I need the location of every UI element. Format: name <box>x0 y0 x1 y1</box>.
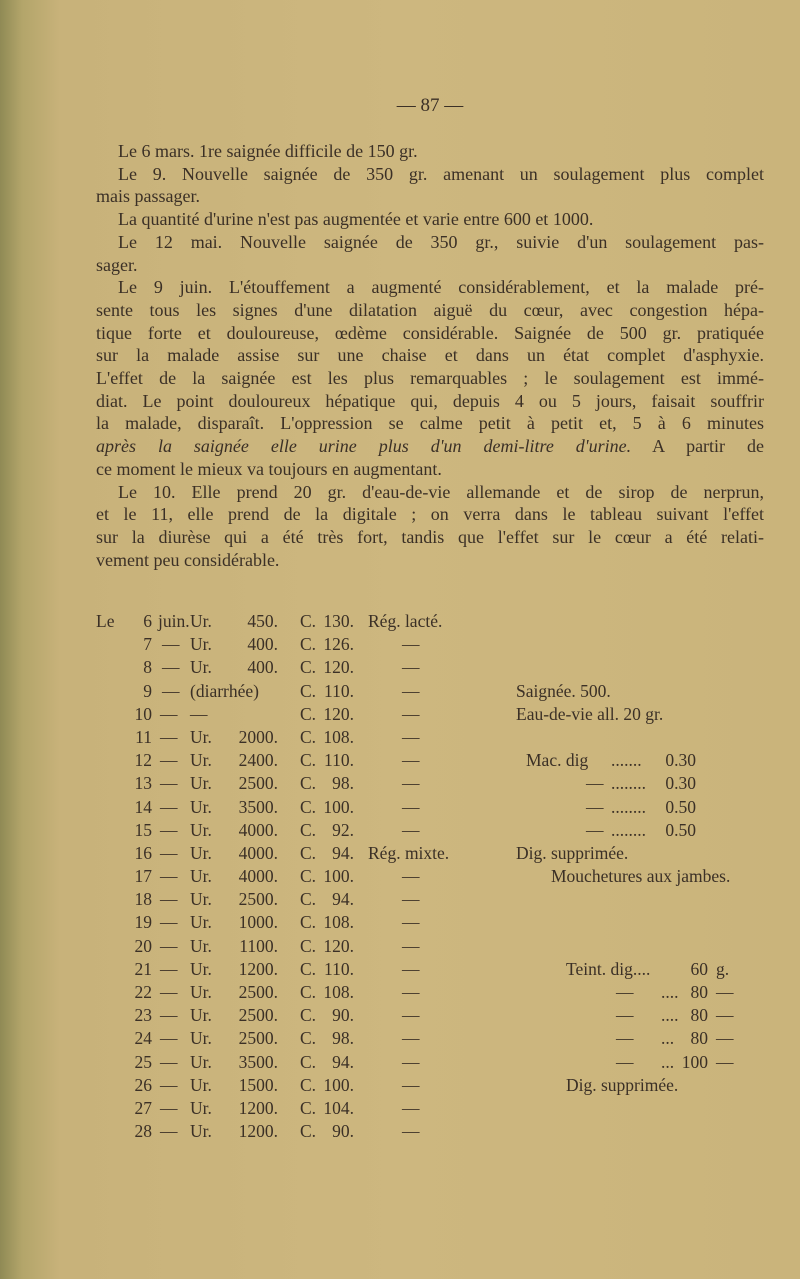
pulse-label: C. <box>300 773 317 794</box>
urine-value: 1500. <box>238 1074 278 1095</box>
dose-value: 0.30 <box>665 773 696 794</box>
day-cell: 25 <box>134 1051 152 1072</box>
pulse-label: C. <box>300 796 317 817</box>
table-row <box>96 1120 776 1143</box>
regime-ditto: — <box>402 889 420 910</box>
pulse-label: C. <box>300 634 317 655</box>
regime-ditto: — <box>402 1028 420 1049</box>
urine-label: (diarrhée) <box>190 680 259 701</box>
urine-value: 2500. <box>238 1005 278 1026</box>
urine-value: 2400. <box>238 750 278 771</box>
dose-unit: — <box>716 982 734 1002</box>
regime-cell: Rég. mixte. <box>368 842 450 863</box>
table-row <box>96 680 776 703</box>
table-row <box>96 656 776 679</box>
day-cell: 18 <box>134 889 152 910</box>
ditto-dash: — <box>160 889 178 910</box>
ditto-dash: — <box>162 657 180 678</box>
pulse-label: C. <box>300 935 317 956</box>
pulse-value: 90. <box>332 1121 354 1142</box>
table-row <box>96 610 776 633</box>
urine-value: 2000. <box>238 726 278 747</box>
regime-ditto: — <box>402 773 420 794</box>
ditto-dash: — <box>160 1028 178 1049</box>
urine-value: 4000. <box>238 866 278 887</box>
pulse-value: 110. <box>324 680 354 701</box>
ditto-dash: — <box>160 958 178 979</box>
regime-ditto: — <box>402 982 420 1002</box>
urine-label: Ur. <box>190 889 212 910</box>
table-row <box>96 888 776 911</box>
pulse-label: C. <box>300 866 317 887</box>
urine-label: Ur. <box>190 796 212 817</box>
table-row <box>96 911 776 934</box>
regime-ditto: — <box>402 1097 420 1118</box>
text-line: L'effet de la saignée est les plus remarquables ; le soulagement est immé- <box>96 368 764 389</box>
pulse-value: 100. <box>323 796 354 817</box>
pulse-label: C. <box>300 819 317 840</box>
italic-text: après la saignée elle urine plus d'un demi-litre d'urine. <box>96 436 632 457</box>
dose-value: 100 <box>681 1051 708 1072</box>
pulse-value: 98. <box>332 773 354 794</box>
day-cell: 10 <box>134 703 152 724</box>
urine-label: Ur. <box>190 842 212 863</box>
urine-value: 1200. <box>238 1121 278 1142</box>
dose-leader: .... <box>661 1005 679 1026</box>
text-line: diat. Le point douloureux hépatique qui, depuis 4 ou 5 jours, faisait souffrir <box>96 390 764 411</box>
regime-ditto: — <box>402 703 420 724</box>
pulse-value: 90. <box>332 1005 354 1026</box>
pulse-label: C. <box>300 1097 317 1118</box>
ditto-dash: — <box>160 819 178 840</box>
day-cell: 7 <box>143 634 152 655</box>
pulse-value: 98. <box>332 1028 354 1049</box>
pulse-value: 120. <box>323 935 354 956</box>
urine-label: Ur. <box>190 750 212 771</box>
day-cell: 9 <box>143 680 152 701</box>
urine-value: 3500. <box>238 1051 278 1072</box>
day-cell: 23 <box>134 1005 152 1026</box>
pulse-value: 120. <box>323 703 354 724</box>
ditto-dash: — <box>160 1097 178 1118</box>
pulse-label: C. <box>300 889 317 910</box>
dose-value: 80 <box>690 982 708 1002</box>
ditto-dash: — <box>162 634 180 655</box>
table-row <box>96 981 776 1004</box>
pulse-label: C. <box>300 657 317 678</box>
dose-label: Mac. dig <box>526 750 589 771</box>
day-cell: 19 <box>134 912 152 933</box>
urine-value: 400. <box>247 657 278 678</box>
urine-value: 1200. <box>238 1097 278 1118</box>
ditto-dash: — <box>160 726 178 747</box>
pulse-label: C. <box>300 611 317 631</box>
tincture-label: Teint. dig.... <box>566 958 651 979</box>
ditto-dash: — <box>160 842 178 863</box>
urine-value: 3500. <box>238 796 278 817</box>
day-cell: 6 <box>143 611 152 631</box>
table-row <box>96 1027 776 1050</box>
text-line: ce moment le mieux va toujours en augmentant. <box>96 458 442 479</box>
note-cell: Dig. supprimée. <box>516 842 629 863</box>
body-text <box>96 140 764 571</box>
pulse-value: 94. <box>332 889 354 910</box>
day-cell: 27 <box>134 1097 152 1118</box>
observation-table <box>96 610 776 1143</box>
day-cell: 8 <box>143 657 152 678</box>
note-cell: Eau-de-vie all. 20 gr. <box>516 703 664 724</box>
regime-ditto: — <box>402 796 420 817</box>
dose-value: 0.50 <box>665 796 696 817</box>
pulse-label: C. <box>300 1028 317 1049</box>
dose-leader: ........ <box>611 819 646 840</box>
day-cell: 21 <box>134 958 152 979</box>
dose-value: 0.30 <box>665 750 696 771</box>
text-line <box>96 435 764 458</box>
urine-value: 2500. <box>238 773 278 794</box>
ditto-dash: — <box>160 750 178 771</box>
regime-ditto: — <box>402 634 420 655</box>
urine-label: Ur. <box>190 819 212 840</box>
urine-label: Ur. <box>190 1121 212 1142</box>
table-row <box>96 1004 776 1027</box>
urine-label: Ur. <box>190 611 212 631</box>
ditto-dash: — <box>160 982 178 1002</box>
pulse-value: 100. <box>323 1074 354 1095</box>
day-cell: 26 <box>134 1074 152 1095</box>
table-row <box>96 726 776 749</box>
regime-ditto: — <box>402 750 420 771</box>
day-cell: 16 <box>134 842 152 863</box>
dose-leader: ... <box>661 1051 675 1072</box>
urine-value: 2500. <box>238 1028 278 1049</box>
tincture-label: Dig. supprimée. <box>566 1074 679 1095</box>
ditto-dash: — <box>160 796 178 817</box>
text-line: sente tous les signes d'une dilatation aiguë du cœur, avec congestion hépa- <box>96 299 764 320</box>
day-cell: 28 <box>134 1121 152 1142</box>
table-row <box>96 749 776 772</box>
month-cell: juin. <box>158 611 190 631</box>
pulse-value: 108. <box>323 912 354 933</box>
note-cell: Mouchetures aux jambes. <box>551 866 731 887</box>
text-line: tique forte et douloureuse, œdème considérable. Saignée de 500 gr. pratiquée <box>96 322 764 343</box>
ditto-dash: — <box>160 935 178 956</box>
text-line: sager. <box>96 254 138 275</box>
regime-cell: Rég. lacté. <box>368 611 443 631</box>
ditto-dash: — <box>160 1051 178 1072</box>
day-cell: 17 <box>134 866 152 887</box>
table-row <box>96 935 776 958</box>
urine-label: Ur. <box>190 726 212 747</box>
urine-value: 2500. <box>238 889 278 910</box>
page-number: — 87 — <box>396 95 464 116</box>
text-line: sur la malade assise sur une chaise et dans un état complet d'asphyxie. <box>96 345 764 366</box>
urine-label: Ur. <box>190 958 212 979</box>
regime-ditto: — <box>402 680 420 701</box>
table-row <box>96 865 776 888</box>
table-row <box>96 819 776 842</box>
pulse-label: C. <box>300 1051 317 1072</box>
urine-value: 4000. <box>238 819 278 840</box>
pulse-value: 110. <box>324 750 354 771</box>
urine-value: 450. <box>247 611 278 631</box>
dose-ditto: — <box>616 982 634 1002</box>
text-line: la malade, disparaît. L'oppression se calme petit à petit et, 5 à 6 minutes <box>96 413 764 434</box>
urine-label: Ur. <box>190 634 212 655</box>
table-row <box>96 1074 776 1097</box>
regime-ditto: — <box>402 912 420 933</box>
table-row <box>96 1051 776 1074</box>
pulse-value: 108. <box>323 982 354 1002</box>
table-row <box>96 703 776 726</box>
pulse-value: 130. <box>323 611 354 631</box>
table-row <box>96 633 776 656</box>
pulse-label: C. <box>300 982 317 1002</box>
dose-leader: ....... <box>611 750 642 771</box>
dose-ditto: — <box>616 1028 634 1049</box>
dose-ditto: — <box>586 773 604 794</box>
day-cell: 14 <box>134 796 152 817</box>
urine-label: Ur. <box>190 1005 212 1026</box>
urine-value: 1200. <box>238 958 278 979</box>
day-cell: 15 <box>134 819 152 840</box>
day-cell: 20 <box>134 935 152 956</box>
urine-label: Ur. <box>190 773 212 794</box>
note-cell: Saignée. 500. <box>516 680 611 701</box>
pulse-value: 104. <box>323 1097 354 1118</box>
text-line: Le 6 mars. 1re saignée difficile de 150 gr. <box>118 141 418 161</box>
ditto-dash: — <box>162 680 180 701</box>
urine-label: Ur. <box>190 1074 212 1095</box>
regime-ditto: — <box>402 726 420 747</box>
urine-value: 400. <box>247 634 278 655</box>
text-line: sur la diurèse qui a été très fort, tandis que l'effet sur le cœur a été relati- <box>96 526 764 547</box>
ditto-dash: — <box>160 1074 178 1095</box>
pulse-label: C. <box>300 912 317 933</box>
day-cell: 11 <box>135 726 152 747</box>
urine-label: Ur. <box>190 657 212 678</box>
dose-unit: g. <box>716 958 730 979</box>
dose-leader: ... <box>661 1028 675 1049</box>
urine-label: Ur. <box>190 1097 212 1118</box>
regime-ditto: — <box>402 935 420 956</box>
pulse-label: C. <box>300 703 317 724</box>
regime-ditto: — <box>402 1051 420 1072</box>
table-row <box>96 772 776 795</box>
text-line: Le 9 juin. L'étouffement a augmenté considérablement, et la malade pré- <box>118 277 764 298</box>
text-line: mais passager. <box>96 186 200 207</box>
table-row <box>96 1097 776 1120</box>
pulse-value: 94. <box>332 1051 354 1072</box>
pulse-label: C. <box>300 958 317 979</box>
urine-label: Ur. <box>190 866 212 887</box>
regime-ditto: — <box>402 866 420 887</box>
dose-value: 80 <box>690 1028 708 1049</box>
text-line: vement peu considérable. <box>96 549 280 570</box>
day-cell: 22 <box>134 982 152 1002</box>
pulse-value: 126. <box>323 634 354 655</box>
ditto-dash: — <box>160 1005 178 1026</box>
dose-leader: ........ <box>611 773 646 794</box>
dose-ditto: — <box>616 1051 634 1072</box>
pulse-value: 92. <box>332 819 354 840</box>
urine-value: 1000. <box>238 912 278 933</box>
text-line: Le 12 mai. Nouvelle saignée de 350 gr., suivie d'un soulagement pas- <box>118 231 764 252</box>
text-line: et le 11, elle prend de la digitale ; on verra dans le tableau suivant l'effet <box>96 504 764 525</box>
day-cell: 12 <box>134 750 152 771</box>
ditto-dash: — <box>160 912 178 933</box>
dose-ditto: — <box>616 1005 634 1026</box>
table-row <box>96 842 776 865</box>
urine-value: 2500. <box>238 982 278 1002</box>
dose-leader: ........ <box>611 796 646 817</box>
dose-value: 80 <box>690 1005 708 1026</box>
urine-label: Ur. <box>190 935 212 956</box>
ditto-dash: — <box>160 703 178 724</box>
text-segment: A partir de <box>631 436 764 457</box>
dose-value: 0.50 <box>665 819 696 840</box>
urine-ditto: — <box>190 703 208 724</box>
table-row <box>96 796 776 819</box>
table-row <box>96 958 776 981</box>
text-line: Le 9. Nouvelle saignée de 350 gr. amenant un soulagement plus complet <box>118 163 764 184</box>
regime-ditto: — <box>402 819 420 840</box>
ditto-dash: — <box>160 866 178 887</box>
ditto-dash: — <box>160 1121 178 1142</box>
regime-ditto: — <box>402 1005 420 1026</box>
dose-unit: — <box>716 1005 734 1026</box>
pulse-label: C. <box>300 1074 317 1095</box>
pulse-label: C. <box>300 750 317 771</box>
pulse-label: C. <box>300 680 317 701</box>
dose-unit: — <box>716 1028 734 1049</box>
urine-value: 1100. <box>239 935 278 956</box>
regime-ditto: — <box>402 657 420 678</box>
pulse-label: C. <box>300 1121 317 1142</box>
urine-label: Ur. <box>190 912 212 933</box>
dose-leader: .... <box>661 982 679 1002</box>
regime-ditto: — <box>402 1121 420 1142</box>
urine-label: Ur. <box>190 982 212 1002</box>
day-cell: 24 <box>134 1028 152 1049</box>
day-cell: 13 <box>134 773 152 794</box>
regime-ditto: — <box>402 958 420 979</box>
pulse-value: 94. <box>332 842 354 863</box>
dose-unit: — <box>716 1051 734 1072</box>
dose-ditto: — <box>586 796 604 817</box>
pulse-value: 120. <box>323 657 354 678</box>
text-line: La quantité d'urine n'est pas augmentée et varie entre 600 et 1000. <box>118 209 594 230</box>
urine-label: Ur. <box>190 1051 212 1072</box>
text-line: Le 10. Elle prend 20 gr. d'eau-de-vie allemande et de sirop de nerprun, <box>118 481 764 502</box>
dose-ditto: — <box>586 819 604 840</box>
urine-value: 4000. <box>238 842 278 863</box>
pulse-value: 100. <box>323 866 354 887</box>
urine-label: Ur. <box>190 1028 212 1049</box>
pulse-label: C. <box>300 842 317 863</box>
dose-value: 60 <box>690 958 708 979</box>
pulse-value: 108. <box>323 726 354 747</box>
pulse-value: 110. <box>324 958 354 979</box>
pulse-label: C. <box>300 726 317 747</box>
pulse-label: C. <box>300 1005 317 1026</box>
row-prefix: Le <box>96 611 115 631</box>
regime-ditto: — <box>402 1074 420 1095</box>
ditto-dash: — <box>160 773 178 794</box>
